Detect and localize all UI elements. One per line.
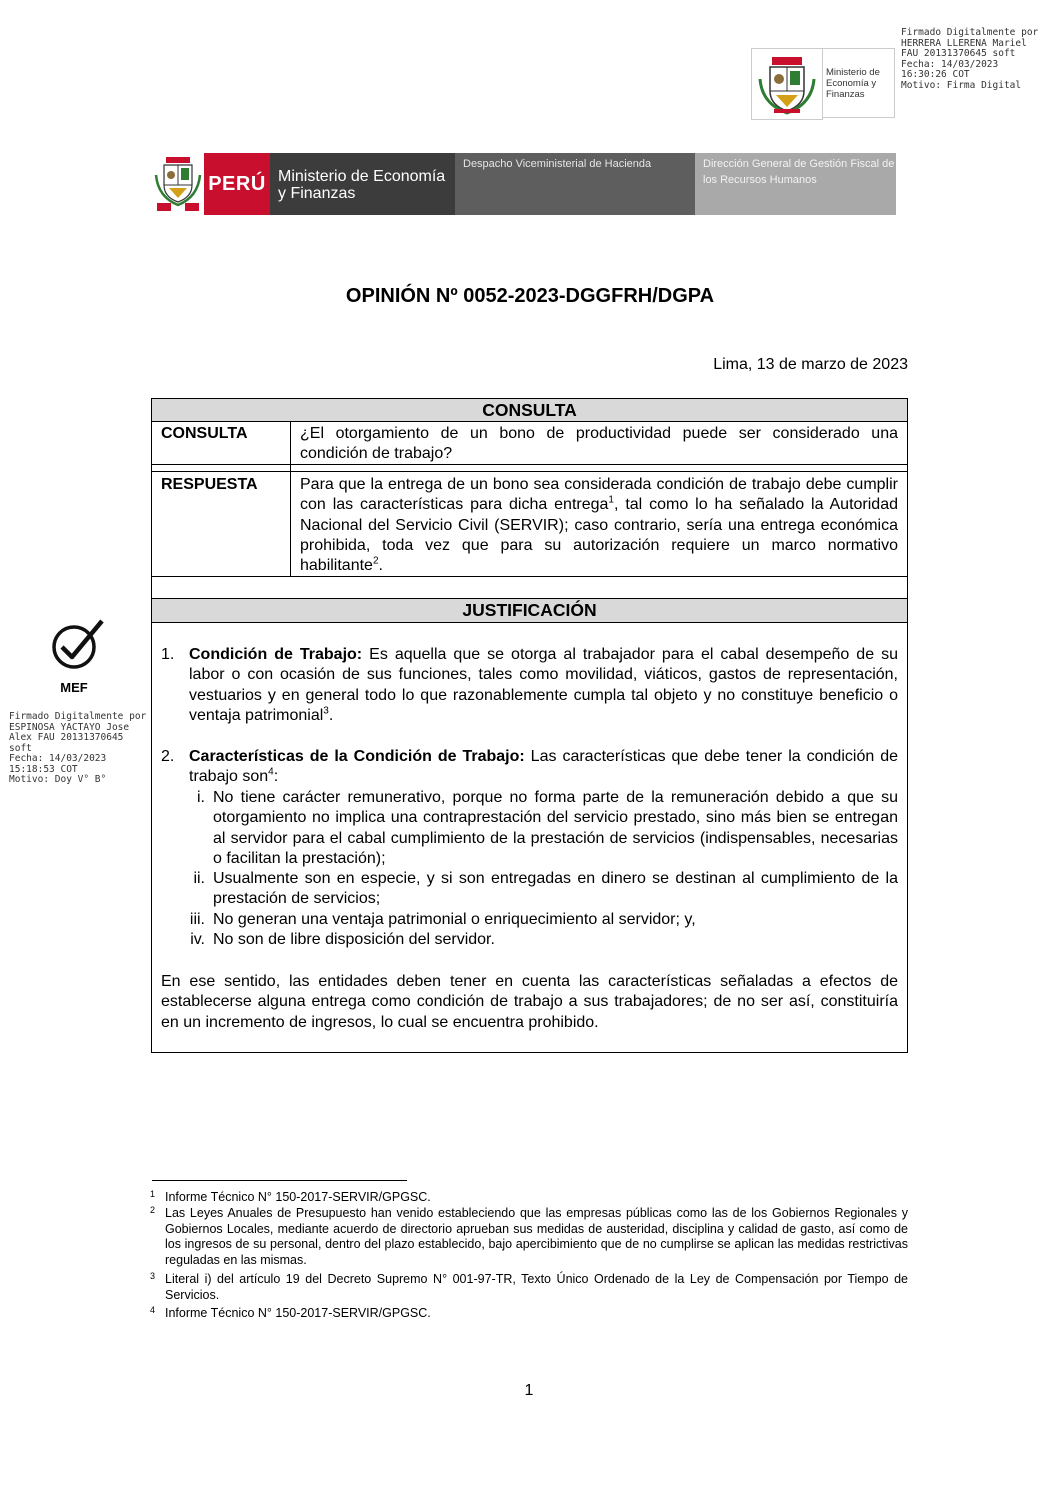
sub-item-iv: iv. No son de libre disposición del servidor. (190, 931, 495, 948)
respuesta-text: Para que la entrega de un bono sea considerada condición de trabajo debe cumplir con las características para dicha entrega$^1$, tal como lo ha señalado la Autoridad Nacional del Servicio Civil (SERVIR); caso contrario, sería una entrega económica prohibida, toda vez que para su autorización requiere un marco normativo habilitante$^2$. (300, 476, 898, 575)
footnote-ref: 4 (268, 766, 274, 778)
respuesta-label: RESPUESTA (161, 476, 258, 493)
conclusion-paragraph: En ese sentido, las entidades deben tener en cuenta las características señaladas a efectos de establecerse alguna entrega como condición de trabajo a sus trabajadores; de no ser así, constituiría en un incremento de ingresos, lo cual se encuentra prohibido. (161, 973, 898, 1031)
item-2-heading: Características de la Condición de Trabajo: (189, 748, 525, 765)
row-divider (152, 464, 907, 465)
document-date: Lima, 13 de marzo de 2023 (713, 356, 908, 373)
office-name: Despacho Viceministerial de Hacienda (455, 153, 695, 215)
justificacion-header: JUSTIFICACIÓN (152, 599, 907, 623)
column-divider (290, 421, 291, 576)
mef-label: MEF (60, 680, 88, 695)
consulta-text: ¿El otorgamiento de un bono de productividad puede ser considerado una condición de trabajo? (300, 425, 898, 463)
footnote-3: 3 Literal i) del artículo 19 del Decreto Supremo N° 001-97-TR, Texto Único Ordenado de la Ley de Compensación por Tiempo de Servicios. (150, 1271, 908, 1302)
ministry-name: Ministerio de Economía y Finanzas (270, 153, 455, 215)
sub-item-iii: iii. No generan una ventaja patrimonial o enriquecimiento al servidor; y, (189, 911, 696, 928)
peru-brand: PERÚ (204, 153, 270, 215)
consulta-header: CONSULTA (152, 399, 907, 422)
footnote-ref: 2 (372, 555, 379, 567)
row-divider (152, 471, 907, 472)
page-number: 1 (524, 1382, 534, 1399)
opinion-table (151, 398, 908, 1053)
direction-name: Dirección General de Gestión Fiscal de los Recursos Humanos (695, 153, 896, 215)
signature-stamp-left: Firmado Digitalmente por ESPINOSA YACTAYO Jose Alex FAU 20131370645 soft Fecha: 14/03/2023 15:18:53 COT Motivo: Doy V° B° (9, 711, 147, 785)
sub-item-i: i. No tiene carácter remunerativo, porque no forma parte de la remuneración debido a que su otorgamiento no implica una contraprestación del servicio prestado, sino más bien se entregan al servidor para el cabal cumplimiento de la prestación de servicios (indispensables, necesarias o facilitan la prestación); (197, 789, 898, 867)
sub-item-ii: ii. Usualmente son en especie, y si son entregadas en dinero se destinan al cumplimiento de la prestación de servicios; (193, 870, 898, 908)
ministry-banner (152, 153, 896, 215)
justification-item-1: 1. Condición de Trabajo: Es aquella que se otorga al trabajador para el cabal desempeño de su labor o con ocasión de sus funciones, tales como movilidad, viáticos, gastos de representación, vestuarios y en general todo lo que razonablemente cumpla tal objeto y no constituye beneficio o ventaja patrimonial$^3$. (161, 646, 899, 724)
row-divider (152, 576, 907, 577)
justification-item-2: 2. Características de la Condición de Trabajo: Las características que debe tener la condición de trabajo son$^4$: (161, 748, 899, 786)
signature-ministry-label: Ministerio de Economía y Finanzas (822, 48, 895, 118)
check-circle-icon (48, 617, 108, 673)
footnote-2: 2 Las Leyes Anuales de Presupuesto han venido estableciendo que las empresas públicas como las de los Gobiernos Regionales y Gobiernos Locales, mediante acuerdo de directorio aprueban sus medidas de austeridad, disciplina y calidad de gasto, así como de los ingresos de su personal, dentro del plazo establecido, bajo apercibimiento que de no cumplirse se aplican las medidas restrictivas reguladas en las mismas. (150, 1205, 908, 1267)
footnote-4: 4 Informe Técnico N° 150-2017-SERVIR/GPGSC. (150, 1305, 431, 1320)
coat-of-arms-icon (752, 49, 822, 119)
signature-stamp-top: Firmado Digitalmente por HERRERA LLERENA Mariel FAU 20131370645 soft Fecha: 14/03/2023 16:30:26 COT Motivo: Firma Digital (901, 27, 1039, 91)
mef-check-logo (48, 617, 108, 695)
document-title: OPINIÓN Nº 0052-2023-DGGFRH/DGPA (345, 285, 715, 307)
footnote-separator (152, 1180, 407, 1181)
footnote-ref: 3 (323, 705, 329, 717)
item-1-heading: Condición de Trabajo: (189, 646, 363, 663)
coat-of-arms-seal (751, 48, 823, 120)
peru-shield-icon (152, 153, 204, 215)
footnote-1: 1 Informe Técnico N° 150-2017-SERVIR/GPGSC. (150, 1189, 431, 1204)
consulta-label: CONSULTA (161, 425, 248, 442)
footnote-ref: 1 (608, 494, 614, 506)
